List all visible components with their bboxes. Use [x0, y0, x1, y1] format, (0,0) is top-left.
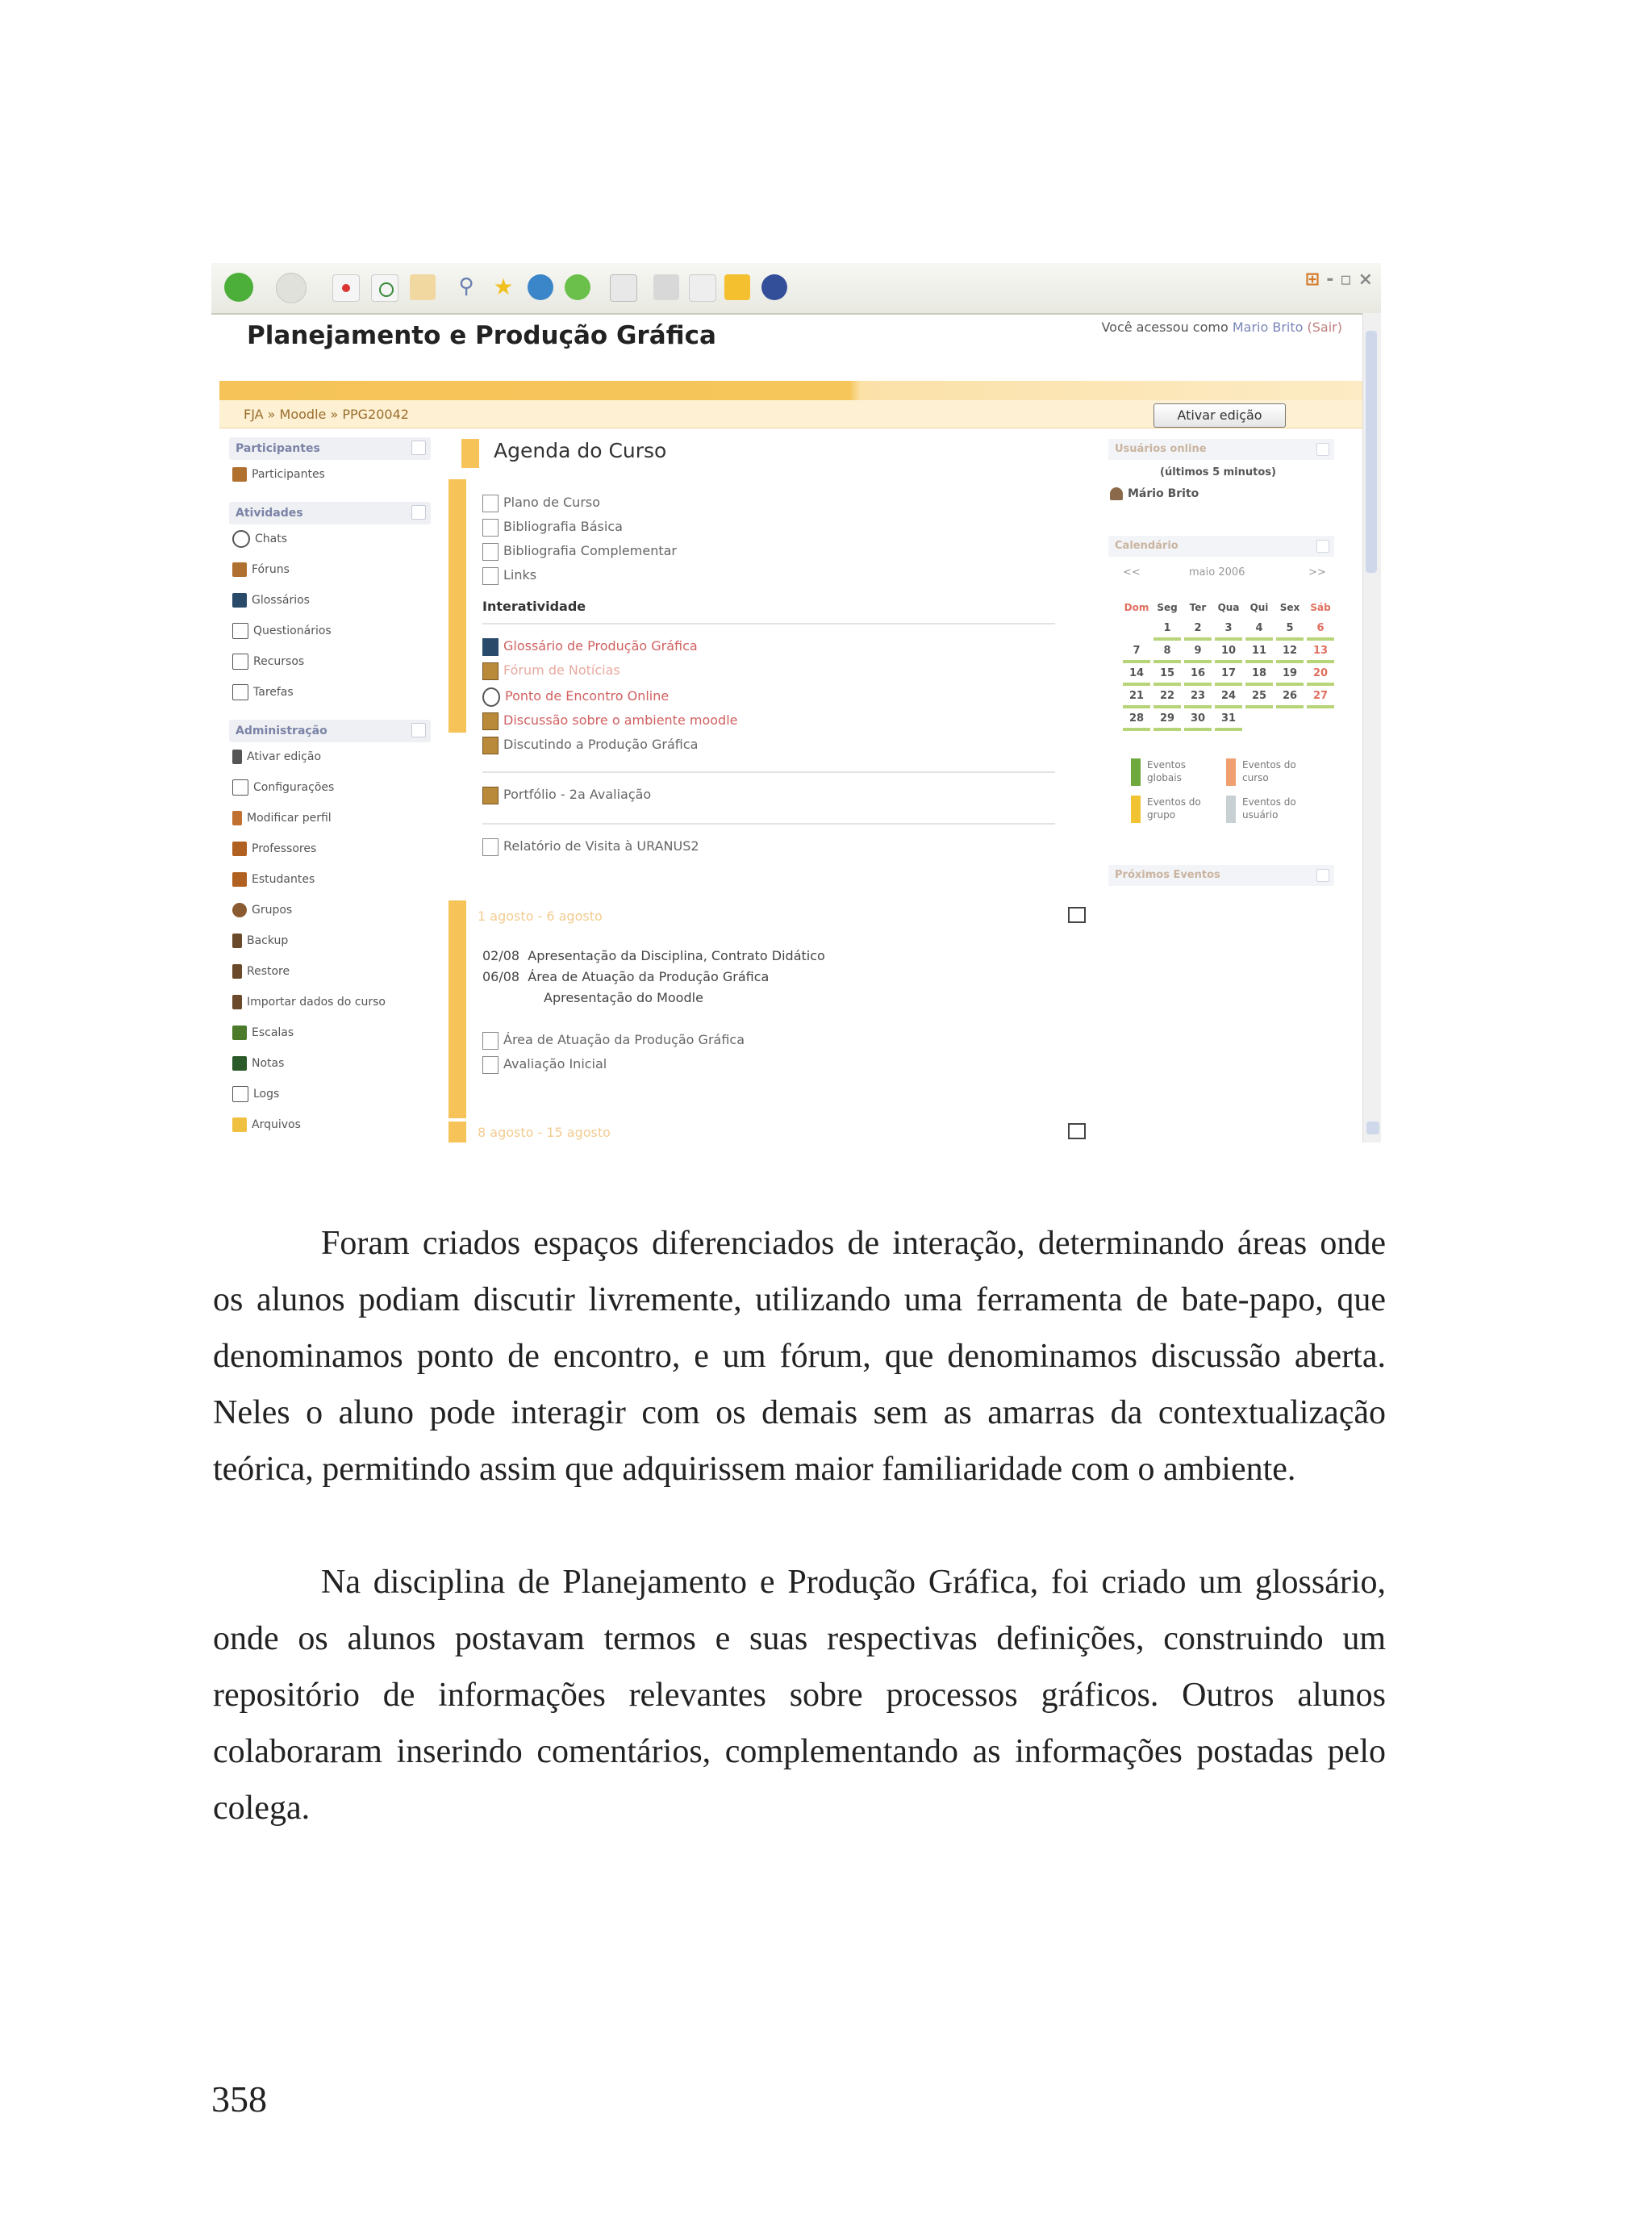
collapse-toggle-icon[interactable] [411, 441, 426, 455]
calendar-day[interactable]: 9 [1184, 642, 1212, 663]
sidebar-item-label: Glossários [252, 594, 310, 607]
window-controls-icon[interactable]: - ▫ × [1326, 269, 1373, 290]
calendar-day[interactable]: 26 [1276, 687, 1304, 708]
calendar-day[interactable]: 6 [1307, 620, 1334, 641]
calendar-day[interactable]: 25 [1245, 687, 1273, 708]
resource-label: Área de Atuação da Produção Gráfica [503, 1032, 745, 1047]
logout-link[interactable]: (Sair) [1307, 320, 1342, 335]
document-icon [482, 543, 499, 561]
history-icon[interactable] [565, 274, 590, 300]
legend-swatch [1131, 758, 1141, 786]
sidebar-item-configuracoes[interactable] [232, 776, 334, 799]
home-icon[interactable] [410, 274, 436, 300]
resource-label: Links [503, 567, 537, 583]
document-icon [482, 495, 499, 512]
refresh-icon[interactable] [371, 274, 398, 302]
sidebar-item-notas[interactable] [232, 1052, 284, 1075]
legend-label: Eventos do usuário [1242, 796, 1296, 821]
calendar-day[interactable]: 29 [1153, 710, 1181, 731]
sidebar-item-label: Notas [252, 1057, 285, 1070]
section-bar [461, 439, 479, 468]
calendar-day-header: Dom [1124, 602, 1149, 613]
calendar-day-header: Qui [1249, 602, 1269, 613]
block-participantes-title: Participantes [236, 442, 320, 455]
sidebar-item-foruns[interactable] [232, 558, 290, 581]
legend-swatch [1226, 796, 1236, 823]
sidebar-item-label: Ativar edição [247, 750, 322, 763]
calendar-day[interactable]: 20 [1307, 665, 1334, 686]
glossary-icon [482, 638, 499, 656]
collapse-toggle-icon[interactable] [1316, 869, 1329, 882]
sidebar-item-estudantes[interactable] [232, 868, 315, 891]
grades-icon [232, 1056, 247, 1071]
block-participantes-header [229, 437, 431, 460]
settings-icon [232, 779, 248, 796]
activity-label: Glossário de Produção Gráfica [503, 638, 698, 654]
calendar-day[interactable]: 30 [1184, 710, 1212, 731]
calendar-day-header: Qua [1217, 602, 1240, 613]
calendar-day-header: Sex [1279, 602, 1300, 613]
agenda-text: Área de Atuação da Produção Gráfica [528, 969, 770, 984]
back-icon[interactable] [224, 273, 253, 302]
online-user[interactable] [1110, 487, 1199, 500]
resource-avaliacao-inicial[interactable] [482, 1054, 607, 1075]
block-atividades-title: Atividades [236, 507, 303, 520]
edit-icon [232, 750, 242, 764]
sidebar-item-backup[interactable] [232, 929, 288, 952]
sidebar-item-label: Recursos [253, 655, 305, 668]
calendar-day[interactable]: 21 [1123, 687, 1150, 708]
sidebar-item-label: Modificar perfil [247, 812, 332, 825]
calendar-day[interactable]: 15 [1153, 665, 1181, 686]
page-number: 358 [211, 2078, 267, 2120]
profile-icon [232, 811, 242, 825]
week-2-title: 8 agosto - 15 agosto [478, 1125, 611, 1140]
resource-label: Plano de Curso [503, 495, 601, 510]
collapse-toggle-icon[interactable] [411, 505, 426, 520]
edit-mode-button[interactable]: Ativar edição [1153, 403, 1286, 428]
browser-toolbar [211, 263, 1381, 315]
sidebar-item-tarefas[interactable] [232, 681, 294, 704]
online-user-name: Mário Brito [1128, 487, 1199, 500]
divider [482, 823, 1055, 825]
resource-bibliografia-complementar[interactable] [482, 541, 677, 562]
calendar-day[interactable]: 1 [1153, 620, 1181, 641]
quiz-icon [232, 623, 248, 639]
calendar-day[interactable]: 18 [1245, 665, 1273, 686]
resource-label: Bibliografia Complementar [503, 543, 677, 558]
calendar-day[interactable]: 8 [1153, 642, 1181, 663]
forum-icon [232, 562, 247, 577]
calendar-day[interactable]: 24 [1215, 687, 1242, 708]
calendar-day[interactable]: 28 [1123, 710, 1150, 731]
logs-icon [232, 1086, 248, 1102]
sidebar-item-label: Restore [247, 965, 290, 978]
calendar-header [1108, 536, 1334, 557]
sidebar-item-label: Importar dados do curso [247, 996, 386, 1009]
course-agenda-title: Agenda do Curso [494, 439, 667, 462]
legend-label: Eventos do curso [1242, 759, 1296, 783]
upcoming-events-header [1108, 865, 1334, 886]
collapse-toggle-icon[interactable] [411, 723, 426, 737]
chat-icon [482, 687, 500, 707]
collapse-toggle-icon[interactable] [1316, 443, 1329, 456]
resource-plano-de-curso[interactable] [482, 492, 600, 513]
calendar-title: Calendário [1115, 540, 1179, 552]
section-bar [448, 1122, 466, 1142]
divider [482, 771, 1055, 773]
calendar-day[interactable]: 2 [1184, 620, 1212, 641]
show-only-week-icon[interactable] [1068, 907, 1086, 923]
moodle-screenshot [211, 263, 1381, 1142]
calendar-day[interactable]: 10 [1215, 642, 1242, 663]
block-administracao-header [229, 720, 431, 742]
sidebar-item-label: Escalas [252, 1026, 294, 1039]
resource-label: Bibliografia Básica [503, 519, 623, 534]
user-icon [1110, 487, 1123, 500]
resource-area-atuacao[interactable] [482, 1030, 745, 1051]
login-info [1101, 320, 1342, 335]
resource-links[interactable] [482, 565, 536, 586]
activity-ponto-de-encontro[interactable] [482, 686, 669, 707]
activity-discutindo-producao[interactable] [482, 734, 698, 755]
calendar-day[interactable]: 3 [1215, 620, 1242, 641]
sidebar-item-label: Professores [252, 842, 317, 855]
favorites-icon[interactable]: ★ [493, 274, 514, 300]
activity-forum-noticias[interactable] [482, 660, 620, 681]
assignment-icon [482, 838, 499, 856]
show-only-week-icon[interactable] [1068, 1123, 1086, 1139]
calendar-day[interactable]: 23 [1184, 687, 1212, 708]
students-icon [232, 872, 247, 887]
sidebar-item-questionarios[interactable] [232, 620, 332, 642]
document-icon [482, 519, 499, 537]
legend-label: Eventos do grupo [1147, 796, 1201, 821]
assignment-icon [232, 684, 248, 700]
agenda-text: Apresentação da Disciplina, Contrato Didático [528, 948, 825, 963]
resource-icon [232, 654, 248, 670]
calendar-prev-month[interactable]: << [1123, 566, 1141, 579]
breadcrumb[interactable]: FJA » Moodle » PPG20042 [244, 407, 409, 422]
sidebar-item-label: Backup [247, 934, 289, 947]
activity-discussao-moodle[interactable] [482, 710, 738, 731]
sidebar-item-ativar-edicao[interactable] [232, 746, 321, 768]
forum-icon [482, 737, 499, 754]
calendar-day-header: Ter [1189, 602, 1207, 613]
agenda-date: 06/08 [482, 969, 520, 984]
calendar-day[interactable]: 12 [1276, 642, 1304, 663]
agenda-row [544, 988, 703, 1009]
activity-label: Ponto de Encontro Online [505, 688, 670, 704]
legend-label: Eventos globais [1147, 759, 1186, 783]
agenda-date: 02/08 [482, 948, 520, 963]
divider [482, 623, 1055, 624]
section-bar [448, 900, 466, 1118]
activity-glossario[interactable] [482, 636, 698, 657]
sidebar-item-label: Questionários [253, 624, 332, 637]
vertical-scrollbar[interactable] [1362, 313, 1381, 1142]
sidebar-item-modificar-perfil[interactable] [232, 807, 332, 829]
activity-label: Discutindo a Produção Gráfica [503, 737, 699, 752]
week-1-title: 1 agosto - 6 agosto [478, 909, 603, 924]
print-icon[interactable] [653, 274, 679, 300]
media-icon[interactable] [528, 274, 553, 300]
glossary-icon [232, 593, 247, 608]
calendar-month-label: maio 2006 [1189, 566, 1245, 579]
sidebar-item-glossarios[interactable] [232, 589, 310, 612]
sidebar-item-participantes[interactable] [232, 463, 325, 486]
calendar-day[interactable]: 27 [1307, 687, 1334, 708]
resource-bibliografia-basica[interactable] [482, 516, 623, 537]
stop-icon[interactable] [332, 274, 360, 302]
windows-logo-icon: ⊞ [1304, 269, 1320, 290]
import-icon [232, 995, 242, 1009]
calendar-day[interactable]: 22 [1153, 687, 1181, 708]
interactivity-heading: Interatividade [482, 599, 586, 614]
sidebar-item-label: Configurações [253, 781, 335, 794]
document-icon [482, 1056, 499, 1074]
groups-icon [232, 903, 247, 917]
calendar-next-month[interactable]: >> [1308, 566, 1326, 579]
calendar-day-header: Sáb [1310, 602, 1331, 613]
messenger-icon[interactable] [724, 274, 750, 300]
sidebar-item-label: Fóruns [252, 563, 290, 576]
login-prefix: Você acessou como [1101, 320, 1229, 335]
sidebar-item-professores[interactable] [232, 838, 316, 860]
calendar-day[interactable]: 14 [1123, 665, 1150, 686]
sidebar-item-escalas[interactable] [232, 1021, 294, 1044]
backup-icon [232, 934, 242, 948]
restore-icon [232, 964, 242, 979]
forum-icon [482, 662, 499, 680]
calendar-day[interactable]: 5 [1276, 620, 1304, 641]
chat-icon [232, 530, 250, 548]
sidebar-item-importar[interactable] [232, 991, 386, 1013]
sidebar-item-label: Participantes [252, 468, 325, 481]
calendar-day[interactable]: 16 [1184, 665, 1212, 686]
folder-icon [232, 1117, 247, 1132]
search-icon[interactable]: ⚲ [458, 274, 474, 299]
sidebar-item-label: Arquivos [252, 1118, 301, 1131]
scrollbar-thumb[interactable] [1366, 331, 1377, 573]
calendar-day[interactable]: 11 [1245, 642, 1273, 663]
forward-icon[interactable] [276, 273, 307, 303]
calendar-day-header: Seg [1157, 602, 1178, 613]
teachers-icon [232, 842, 247, 856]
sidebar-item-label: Logs [253, 1088, 280, 1101]
sidebar-item-recursos[interactable] [232, 650, 304, 673]
site-title: Planejamento e Produção Gráfica [247, 321, 716, 350]
block-administracao-title: Administração [236, 725, 327, 737]
agenda-row [482, 967, 769, 988]
header-stripe [219, 381, 1365, 400]
calendar-day[interactable]: 31 [1215, 710, 1242, 731]
activity-portfolio[interactable] [482, 784, 651, 805]
body-paragraph-2: Na disciplina de Planejamento e Produção Gráfica, foi criado um glossário, onde os alunos postavam termos e suas respectivas definições, construindo um repositório de informações relevantes sobre processos gráficos. Outros alunos colaboraram inserindo comentários, complementando as informações postadas pelo colega. [213, 1564, 1386, 1827]
legend-swatch [1131, 796, 1141, 823]
activity-label: Relatório de Visita à URANUS2 [503, 838, 699, 854]
agenda-row [482, 946, 825, 967]
chrome-icon[interactable] [761, 274, 787, 300]
activity-label: Portfólio - 2a Avaliação [503, 787, 652, 802]
calendar-day[interactable]: 17 [1215, 665, 1242, 686]
sidebar-item-logs[interactable] [232, 1083, 279, 1105]
activity-relatorio[interactable] [482, 836, 699, 857]
edit-icon[interactable] [689, 274, 716, 302]
section-bar [448, 479, 466, 733]
sidebar-item-label: Tarefas [253, 686, 294, 699]
login-user-link[interactable]: Mario Brito [1232, 320, 1304, 335]
sidebar-item-chats[interactable] [232, 528, 287, 550]
sidebar-item-restore[interactable] [232, 960, 290, 983]
resource-label: Avaliação Inicial [503, 1056, 607, 1071]
scales-icon [232, 1026, 247, 1040]
sidebar-item-arquivos[interactable] [232, 1113, 301, 1136]
calendar-day[interactable]: 7 [1123, 642, 1150, 663]
calendar-day[interactable]: 13 [1307, 642, 1334, 663]
document-icon [482, 1032, 499, 1050]
forum-icon [482, 712, 499, 730]
sidebar-item-label: Grupos [252, 904, 293, 917]
document-icon [482, 567, 499, 585]
online-users-header [1108, 439, 1334, 460]
block-atividades-header [229, 502, 431, 524]
upcoming-events-title: Próximos Eventos [1115, 869, 1220, 881]
mail-icon[interactable] [610, 274, 637, 302]
legend-swatch [1226, 758, 1236, 786]
scroll-down-icon[interactable] [1366, 1122, 1379, 1134]
online-users-title: Usuários online [1115, 443, 1207, 455]
sidebar-item-grupos[interactable] [232, 899, 292, 921]
calendar-day[interactable]: 19 [1276, 665, 1304, 686]
collapse-toggle-icon[interactable] [1316, 540, 1329, 553]
online-users-subtitle: (últimos 5 minutos) [1160, 466, 1276, 478]
forum-icon [482, 787, 499, 804]
sidebar-item-label: Chats [255, 533, 288, 545]
calendar-day[interactable]: 4 [1245, 620, 1273, 641]
activity-label: Fórum de Notícias [503, 662, 620, 678]
activity-label: Discussão sobre o ambiente moodle [503, 712, 738, 728]
people-icon [232, 467, 247, 482]
sidebar-item-label: Estudantes [252, 873, 315, 886]
agenda-text: Apresentação do Moodle [544, 990, 703, 1005]
body-paragraph-1: Foram criados espaços diferenciados de interação, determinando áreas onde os alunos podiam discutir livremente, utilizando uma ferramenta de bate-papo, que denominamos ponto de encontro, e um fórum, que denominamos discussão aberta. Neles o aluno pode interagir com os demais sem as amarras da contextualização teórica, permitindo assim que adquirissem maior familiaridade com o ambiente. [213, 1225, 1386, 1488]
